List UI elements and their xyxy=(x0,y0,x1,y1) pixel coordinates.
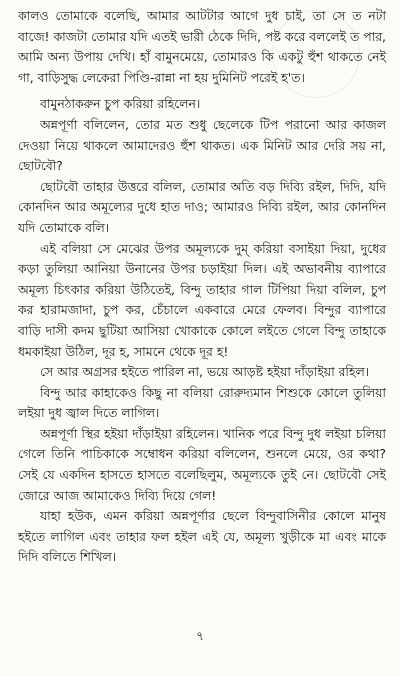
paragraph-8: অন্নপূর্ণা স্থির হইয়া দাঁড়াইয়া রহিলেন। খানিক পরে বিন্দু দুধ লইয়া চলিয়া গেলে তিনি পাচিকাকে সম্বোধন করিয়া বলিলেন, শুনলে মেয়ে, ওর কথা? সেই যে একদিন হাসতে হাসতে বলেছিলুম, অমূল্যকে তুই নে। ছোটবৌ সেই জোরে আজ আমাকেও দিব্যি দিয়ে গেল! xyxy=(18,425,386,503)
paragraph-3: অন্নপূর্ণা বলিলেন, তোর মত শুধু ছেলেকে টিপ পরানো আর কাজল দেওয়া নিয়ে থাকলে আমাদেরও হুঁশ থাকত। এক মিনিট আর দেরি সয় না, ছোটবৌ? xyxy=(18,116,386,174)
paragraph-4: ছোটবৌ তাহার উত্তরে বলিল, তোমার অতি বড় দিব্যি রইল, দিদি, যদি কোনদিন আর অমূল্যের দুধে হাত দাও; আমারও দিব্যি রইল, আর কোনদিন যদি তোমাকে বলি। xyxy=(18,178,386,235)
paragraph-9: যাহা হউক, এমন করিয়া অন্নপূর্ণার ছেলে বিন্দুবাসিনীর কোলে মানুষ হইতে লাগিল এবং তাহার ফল হইল এই যে, অমূল্য খুড়ীকে মা এবং মাকে দিদি বলিতে শিখিল। xyxy=(18,508,386,565)
paragraph-7: বিন্দু আর কাহাকেও কিছু না বলিয়া রোরুদ্যমান শিশুকে কোলে তুলিয়া লইয়া দুধ জ্বাল দিতে লাগিল। xyxy=(18,384,386,421)
paragraph-6: সে আর অগ্রসর হইতে পারিল না, ভয়ে আড়ষ্ট হইয়া দাঁড়াইয়া রহিল। xyxy=(40,364,370,380)
paragraph-5: এই বলিয়া সে মেঝের উপর অমূল্যকে দুম্‌ করিয়া বসাইয়া দিয়া, দুধের কড়া তুলিয়া আনিয়া উনানের উপর চড়াইয়া দিল। এই অভাবনীয় ব্যাপারে অমূল্য চিৎকার করিয়া উঠিতেই, বিন্দু তাহার গাল টিপিয়া দিয়া বলিল, চুপ কর হারামজাদা, চুপ কর, চেঁচালে একবারে মেরে ফেলব। বিন্দুর ব্যাপারে বাড়ি দাসী কদম ছুটিয়া আসিয়া খোকাকে কোলে লইতে গেলে বিন্দু তাহাকে ধমকাইয়া উঠিল, দূর হ, সামনে থেকে দূর হ! xyxy=(18,240,386,359)
page-number: ৭ xyxy=(196,629,204,643)
paragraph-1: কালও তোমাকে বলেছি, আমার আটটার আগে দুধ চাই, তা সে ত নটা বাজে! কাজটা তোমার যদি এতই ভারী ঠেকে দিদি, পষ্ট করে বললেই ত পার, আমি অন্য উপায় দেখি। হাঁ বামুনমেয়ে, তোমারও কি একটু হুঁশ থাকতে নেই গা, বাড়িসুদ্ধ লেকেরা পিণ্ডি-রান্না না হয় দুমিনিট পরেই হ'ত। xyxy=(18,8,386,85)
paragraph-2: বামুনঠাকরুন চুপ করিয়া রহিলেন। xyxy=(40,96,201,112)
